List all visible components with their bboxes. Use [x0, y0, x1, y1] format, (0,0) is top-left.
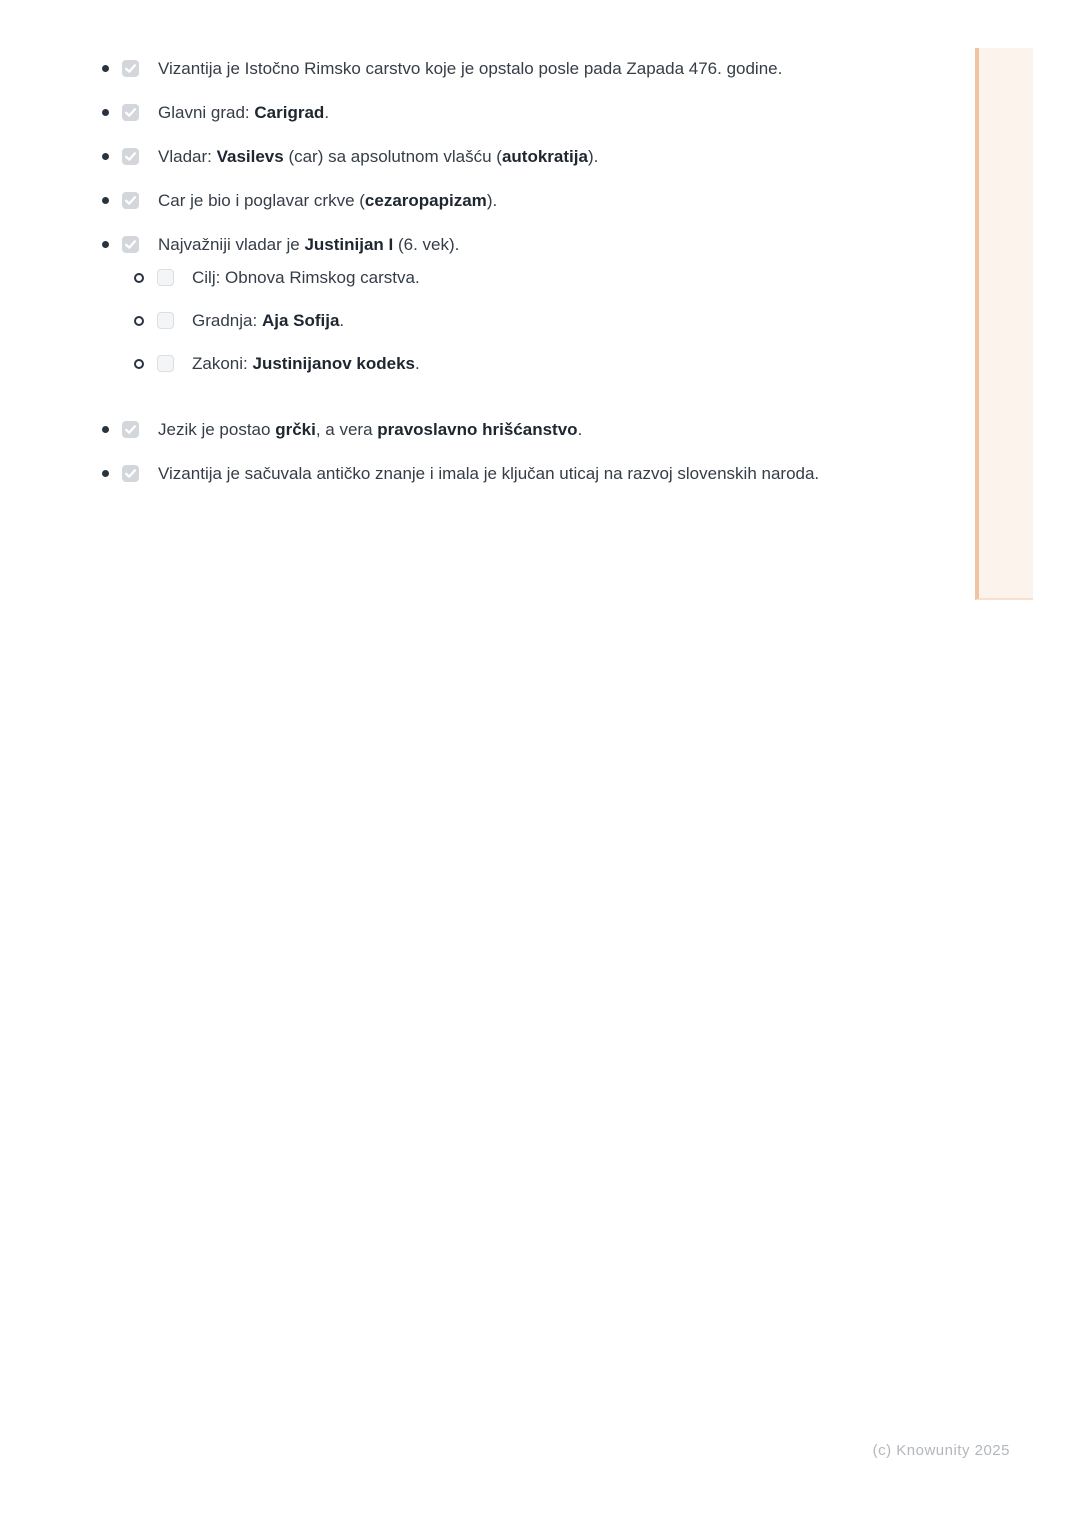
item-text: Vizantija je Istočno Rimsko carstvo koje je opstalo posle pada Zapada 476. godine.: [158, 59, 783, 78]
accent-stripe: [975, 48, 1033, 600]
checklist: [122, 53, 862, 489]
bullet-icon: [102, 65, 109, 72]
sub-checklist-item: [157, 262, 862, 293]
item-text: Vizantija je sačuvala antičko znanje i imala je ključan uticaj na razvoj slovenskih naroda.: [158, 464, 820, 483]
sub-checklist-item: [157, 348, 862, 379]
item-text: Vladar: Vasilevs (car) sa apsolutnom vlašću (autokratija).: [158, 147, 599, 166]
checkbox-unchecked-icon[interactable]: [157, 355, 174, 372]
checklist-item: [122, 97, 862, 128]
bullet-icon: [102, 153, 109, 160]
checklist-item: [122, 53, 862, 84]
bullet-icon: [102, 426, 109, 433]
sub-checklist-item: [157, 305, 862, 336]
checkbox-checked-icon[interactable]: [122, 465, 139, 482]
checkbox-checked-icon[interactable]: [122, 104, 139, 121]
item-text: Jezik je postao grčki, a vera pravoslavno hrišćanstvo.: [158, 420, 583, 439]
item-text: Cilj: Obnova Rimskog carstva.: [192, 268, 420, 287]
note-content: [122, 53, 862, 502]
checkbox-checked-icon[interactable]: [122, 192, 139, 209]
bullet-icon: [102, 470, 109, 477]
checklist-item: [122, 141, 862, 172]
bullet-icon: [102, 197, 109, 204]
checkbox-unchecked-icon[interactable]: [157, 269, 174, 286]
checklist-item: [122, 229, 862, 401]
copyright-text: (c) Knowunity 2025: [872, 1442, 1010, 1459]
sub-checklist: [157, 262, 862, 401]
circle-bullet-icon: [134, 273, 144, 283]
circle-bullet-icon: [134, 359, 144, 369]
checkbox-checked-icon[interactable]: [122, 236, 139, 253]
item-text: Najvažniji vladar je Justinijan I (6. vek).: [158, 235, 460, 254]
bullet-icon: [102, 241, 109, 248]
item-text: Gradnja: Aja Sofija.: [192, 311, 345, 330]
circle-bullet-icon: [134, 316, 144, 326]
item-text: Zakoni: Justinijanov kodeks.: [192, 354, 420, 373]
checkbox-checked-icon[interactable]: [122, 60, 139, 77]
checkbox-checked-icon[interactable]: [122, 421, 139, 438]
item-text: Car je bio i poglavar crkve (cezaropapizam).: [158, 191, 498, 210]
checkbox-unchecked-icon[interactable]: [157, 312, 174, 329]
checkbox-checked-icon[interactable]: [122, 148, 139, 165]
checklist-item: [122, 185, 862, 216]
checklist-item: [122, 414, 862, 445]
checklist-item: [122, 458, 862, 489]
item-text: Glavni grad: Carigrad.: [158, 103, 330, 122]
bullet-icon: [102, 109, 109, 116]
